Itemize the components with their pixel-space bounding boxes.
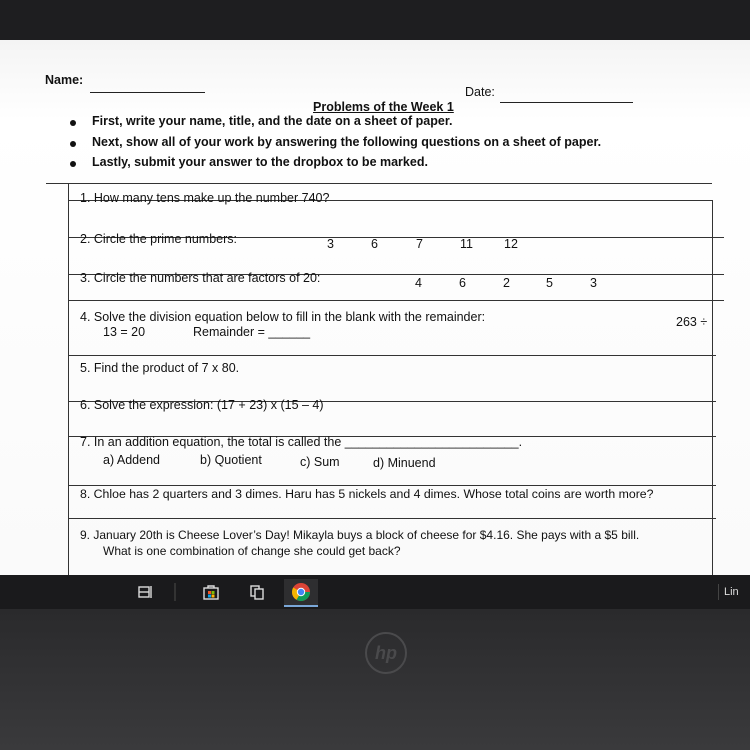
- q7-option-d[interactable]: d) Minuend: [373, 456, 436, 470]
- table-border-top: [46, 183, 712, 184]
- taskbar-right-label: Lin: [724, 586, 739, 598]
- q4-remainder-field[interactable]: Remainder = ______: [193, 325, 311, 339]
- date-blank[interactable]: [500, 102, 633, 103]
- store-icon[interactable]: [198, 579, 224, 605]
- question-4: 4. Solve the division equation below to fill in the blank with the remainder:: [80, 310, 486, 324]
- question-7: 7. In an addition equation, the total is called the _________________________.: [80, 435, 523, 449]
- q3-option[interactable]: 3: [590, 276, 597, 290]
- row-divider: [68, 485, 716, 486]
- question-8: 8. Chloe has 2 quarters and 3 dimes. Haru has 5 nickels and 4 dimes. Whose total coins are worth more?: [80, 487, 654, 501]
- q7-option-b[interactable]: b) Quotient: [200, 453, 262, 467]
- table-border-left: [68, 183, 69, 575]
- task-view-icon[interactable]: [134, 579, 158, 605]
- bullet-icon: [70, 141, 76, 147]
- question-9: 9. January 20th is Cheese Lover’s Day! Mikayla buys a block of cheese for $4.16. She pays with a $5 bill.: [80, 528, 640, 542]
- row-divider: [68, 355, 716, 356]
- q3-option[interactable]: 4: [415, 276, 422, 290]
- q4-dividend: 263 ÷: [676, 315, 708, 329]
- instruction-2: Next, show all of your work by answering the following questions on a sheet of paper.: [92, 135, 602, 149]
- q2-option[interactable]: 6: [371, 237, 378, 251]
- taskbar: [0, 575, 750, 609]
- taskbar-right-item[interactable]: [718, 579, 750, 605]
- files-icon[interactable]: [244, 579, 270, 605]
- bullet-icon: [70, 161, 76, 167]
- laptop-bezel: [0, 609, 750, 750]
- q2-option[interactable]: 3: [327, 237, 334, 251]
- question-5: 5. Find the product of 7 x 80.: [80, 361, 240, 375]
- worksheet-title: Problems of the Week 1: [313, 100, 454, 114]
- question-9-line2: What is one combination of change she could get back?: [103, 544, 401, 558]
- date-label: Date:: [465, 85, 495, 99]
- name-blank[interactable]: [90, 92, 205, 93]
- instruction-1: First, write your name, title, and the date on a sheet of paper.: [92, 114, 453, 128]
- row-divider: [68, 300, 724, 301]
- q3-option[interactable]: 2: [503, 276, 510, 290]
- bullet-icon: [70, 120, 76, 126]
- name-label: Name:: [45, 73, 84, 87]
- q2-option[interactable]: 12: [504, 237, 518, 251]
- question-6: 6. Solve the expression: (17 + 23) x (15 – 4): [80, 398, 324, 412]
- q7-option-a[interactable]: a) Addend: [103, 453, 160, 467]
- q2-option[interactable]: 11: [460, 237, 473, 251]
- question-2: 2. Circle the prime numbers:: [80, 232, 238, 246]
- hp-logo-text: hp: [375, 642, 397, 663]
- hp-logo: [365, 632, 407, 674]
- chrome-icon[interactable]: [284, 579, 318, 607]
- question-3: 3. Circle the numbers that are factors of 20:: [80, 271, 321, 285]
- taskbar-separator: [170, 579, 180, 605]
- q7-option-c[interactable]: c) Sum: [300, 455, 340, 469]
- document-page: [0, 40, 750, 575]
- question-1: 1. How many tens make up the number 740?: [80, 191, 330, 205]
- q3-option[interactable]: 5: [546, 276, 553, 290]
- q2-option[interactable]: 7: [416, 237, 423, 251]
- row-divider: [68, 518, 716, 519]
- q4-divisor: 13 = 20: [103, 325, 146, 339]
- instruction-3: Lastly, submit your answer to the dropbox to be marked.: [92, 155, 428, 169]
- q3-option[interactable]: 6: [459, 276, 466, 290]
